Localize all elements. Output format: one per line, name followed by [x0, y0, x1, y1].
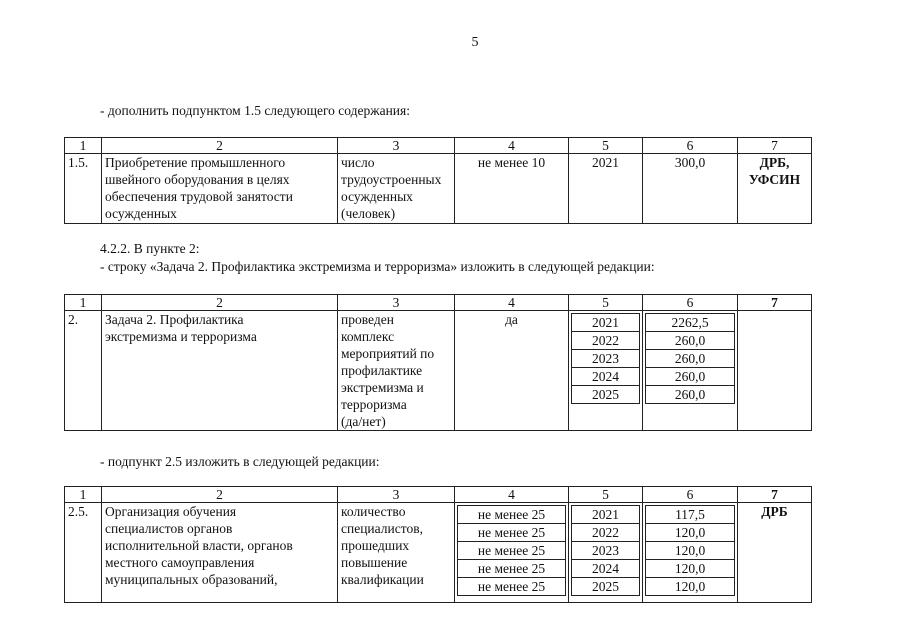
years-cell: [569, 503, 643, 603]
col-header: 1: [65, 138, 102, 154]
text-line: специалистов,: [341, 521, 423, 536]
amounts-cell: [643, 503, 738, 603]
target-value: не менее 25: [458, 560, 565, 578]
executor: [738, 154, 812, 224]
text-line: Приобретение промышленного: [105, 155, 286, 170]
amount: 260,0: [646, 350, 734, 368]
table-header-row: [65, 295, 812, 311]
year: 2021: [572, 314, 639, 332]
table-row: [65, 154, 812, 224]
col-header: 1: [65, 295, 102, 311]
year: 2021: [572, 506, 639, 524]
text-line: муниципальных образований,: [105, 572, 278, 587]
text-line: ДРБ,: [759, 155, 790, 170]
col-header: 2: [102, 487, 338, 503]
year: 2023: [572, 542, 639, 560]
table-subitem-2-5: [64, 486, 812, 603]
page-number: 5: [471, 35, 479, 50]
text-line: квалификации: [341, 572, 424, 587]
indicator: [338, 154, 455, 224]
amount: 260,0: [646, 368, 734, 386]
target-value: не менее 25: [458, 524, 565, 542]
col-header: 7: [738, 487, 812, 503]
text-line: число: [341, 155, 375, 170]
row-number: 1.5.: [65, 154, 102, 224]
target-value: не менее 10: [455, 154, 569, 224]
amount: 120,0: [674, 579, 706, 594]
text-line: (человек): [341, 206, 396, 221]
text-line: экстремизма и: [341, 380, 424, 395]
col-header: 3: [338, 138, 455, 154]
targets-cell: [455, 503, 569, 603]
text-line: повышение: [341, 555, 408, 570]
text-line: проведен: [341, 312, 394, 327]
year: 2022: [572, 332, 639, 350]
amount: 117,5: [646, 506, 734, 524]
amount: 120,0: [646, 542, 734, 560]
table-row: [65, 311, 812, 431]
text-line: (да/нет): [341, 414, 386, 429]
col-header: 4: [455, 295, 569, 311]
table-row: [65, 503, 812, 603]
target-value: не менее 25: [458, 506, 565, 524]
row-number: 2.5.: [65, 503, 102, 603]
target-value: да: [455, 311, 569, 431]
col-header: 7: [738, 138, 812, 154]
executor: ДРБ: [738, 503, 812, 603]
year: 2024: [572, 368, 639, 386]
col-header: 2: [102, 138, 338, 154]
text-line: специалистов органов: [105, 521, 233, 536]
text-line: экстремизма и терроризма: [105, 329, 257, 344]
table-header-row: [65, 487, 812, 503]
text-line: осужденных: [105, 206, 177, 221]
amount: 260,0: [674, 387, 706, 402]
amount: 300,0: [643, 154, 738, 224]
text-line: мероприятий по: [341, 346, 435, 361]
table-subitem-1-5: [64, 137, 812, 224]
text-line: прошедших: [341, 538, 410, 553]
col-header: 6: [643, 487, 738, 503]
measure-name: [102, 503, 338, 603]
text-line: местного самоуправления: [105, 555, 255, 570]
instruction-task-2: - строку «Задача 2. Профилактика экстремизма и терроризма» изложить в следующей редакции:: [100, 259, 655, 274]
text-line: Задача 2. Профилактика: [105, 312, 244, 327]
amount: 260,0: [646, 332, 734, 350]
row-number: 2.: [65, 311, 102, 431]
col-header: 3: [338, 487, 455, 503]
col-header: 5: [569, 295, 643, 311]
amount: 2262,5: [646, 314, 734, 332]
instruction-subitem-2-5: - подпункт 2.5 изложить в следующей редакции:: [100, 454, 380, 469]
year: 2023: [572, 350, 639, 368]
year: 2021: [569, 154, 643, 224]
indicator: [338, 311, 455, 431]
text-line: профилактике: [341, 363, 423, 378]
indicator: [338, 503, 455, 603]
years-cell: [569, 311, 643, 431]
text-line: исполнительной власти, органов: [105, 538, 293, 553]
year: 2025: [592, 579, 619, 594]
col-header: 5: [569, 487, 643, 503]
measure-name: [102, 311, 338, 431]
text-line: Организация обучения: [105, 504, 237, 519]
instruction-point-2: 4.2.2. В пункте 2:: [100, 241, 200, 256]
table-task-2: [64, 294, 812, 431]
year: 2024: [572, 560, 639, 578]
text-line: количество: [341, 504, 406, 519]
instruction-add-subitem: - дополнить подпунктом 1.5 следующего содержания:: [100, 103, 410, 118]
table-header-row: [65, 138, 812, 154]
target-value: не менее 25: [477, 579, 546, 594]
col-header: 5: [569, 138, 643, 154]
col-header: 1: [65, 487, 102, 503]
executor: [738, 311, 812, 431]
text-line: осужденных: [341, 189, 413, 204]
amount: 120,0: [646, 560, 734, 578]
text-line: УФСИН: [748, 172, 801, 187]
text-line: швейного оборудования в целях: [105, 172, 290, 187]
amounts-cell: [643, 311, 738, 431]
measure-name: [102, 154, 338, 224]
amount: 120,0: [646, 524, 734, 542]
col-header: 6: [643, 295, 738, 311]
col-header: 6: [643, 138, 738, 154]
col-header: 4: [455, 487, 569, 503]
text-line: трудоустроенных: [341, 172, 442, 187]
year: 2025: [592, 387, 619, 402]
year: 2022: [572, 524, 639, 542]
col-header: 7: [738, 295, 812, 311]
text-line: обеспечения трудовой занятости: [105, 189, 293, 204]
col-header: 3: [338, 295, 455, 311]
text-line: терроризма: [341, 397, 407, 412]
col-header: 2: [102, 295, 338, 311]
text-line: комплекс: [341, 329, 395, 344]
target-value: не менее 25: [458, 542, 565, 560]
col-header: 4: [455, 138, 569, 154]
